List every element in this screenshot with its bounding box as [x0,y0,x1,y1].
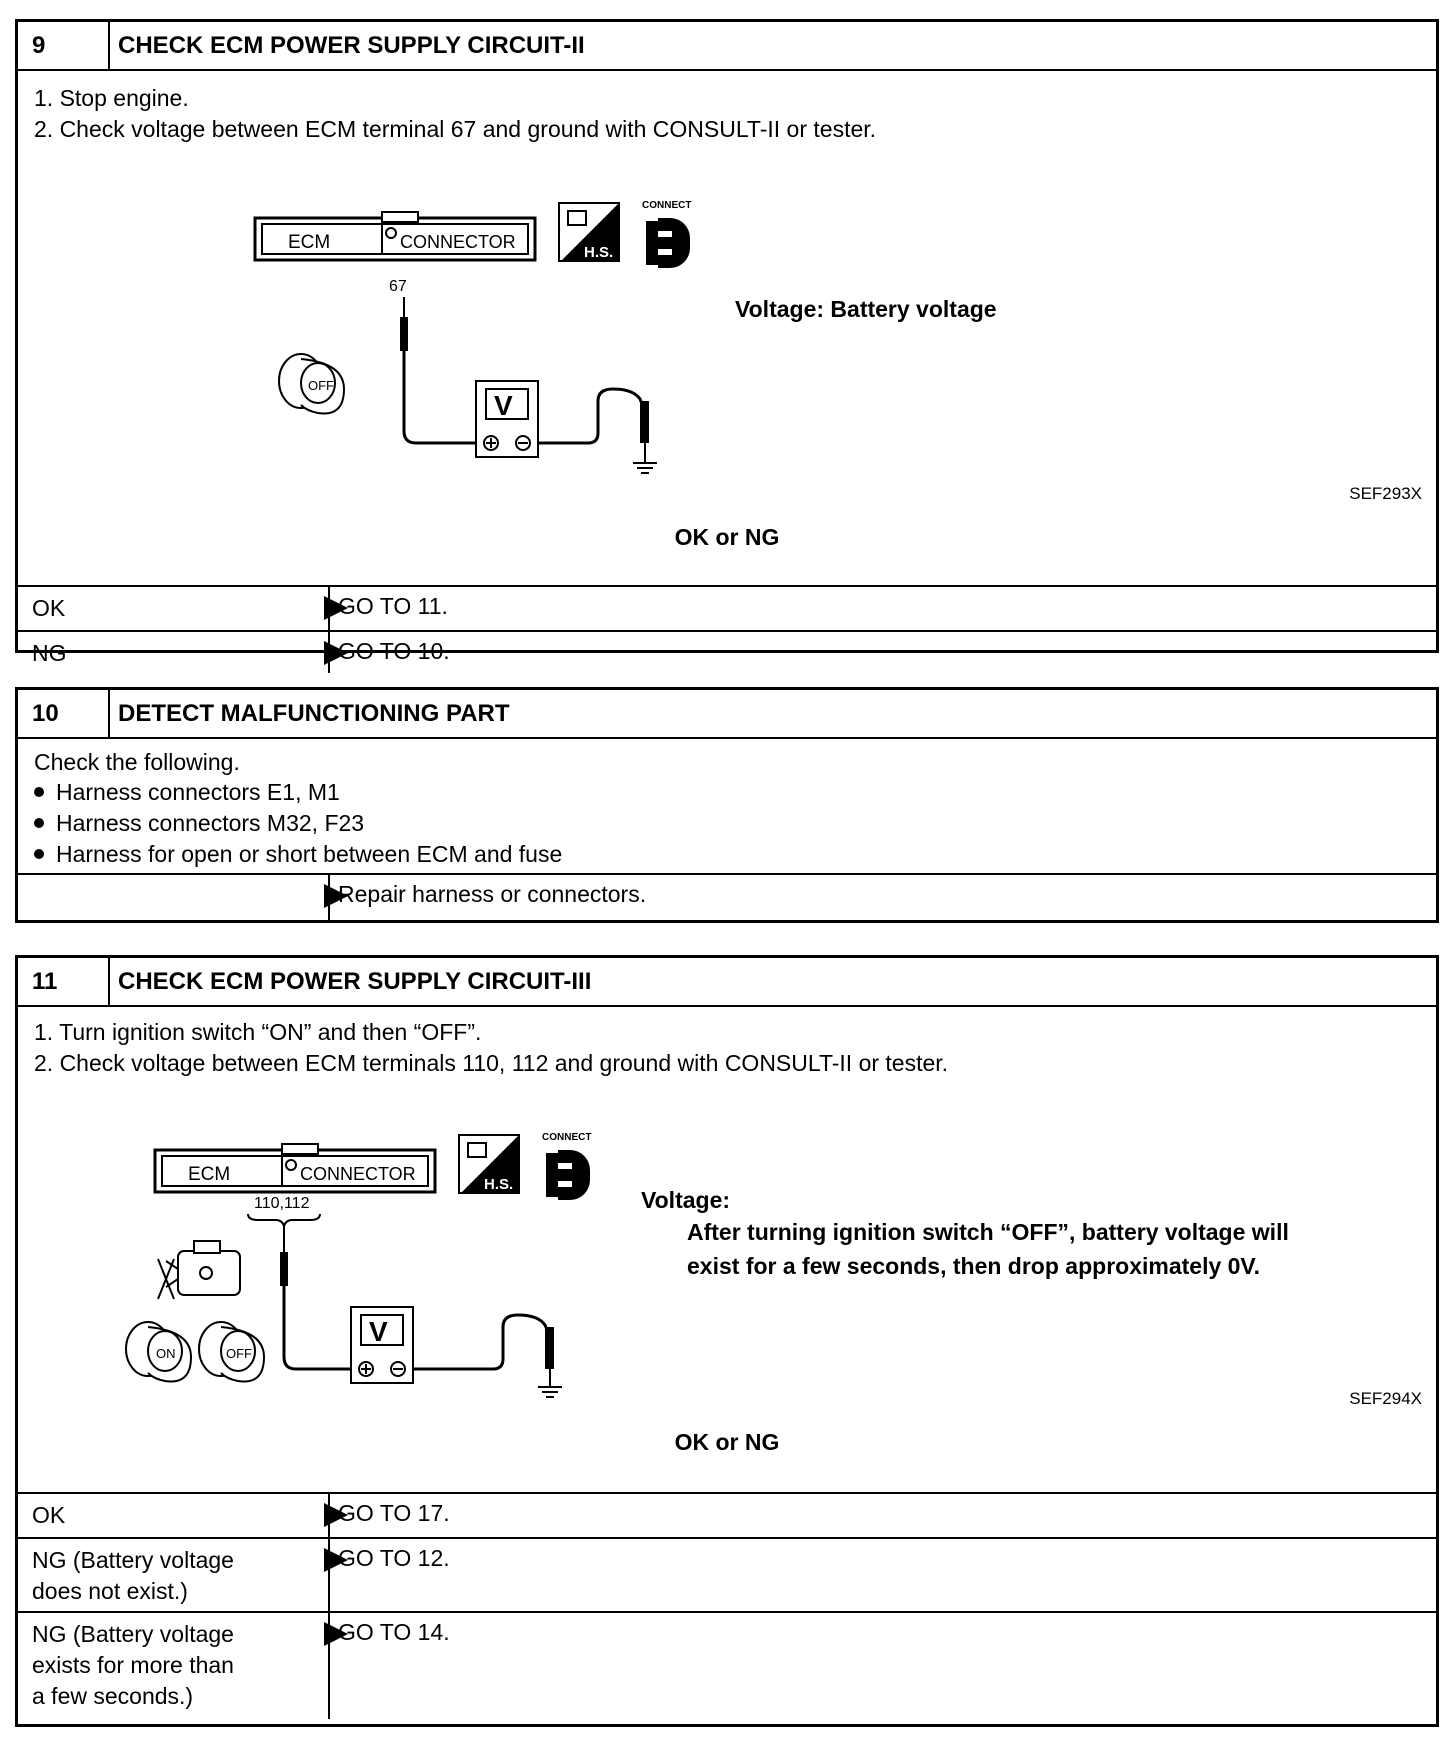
voltmeter-icon [476,381,538,457]
step-number: 10 [18,690,110,737]
figure-id: SEF294X [1349,1389,1422,1408]
voltage-spec-line-2: exist for a few seconds, then drop approximately 0V. [687,1253,1261,1279]
hs-label: H.S. [484,1176,514,1193]
ecm-connector-icon [255,212,535,260]
ignition-key-on-icon [126,1322,191,1382]
step-9-block [15,19,1439,666]
result-row-ng-voltage-persists [18,1611,1436,1719]
connector-label: CONNECTOR [300,1164,416,1184]
arrow-right-icon [324,596,348,620]
result-row-ok [18,1492,1436,1537]
ecm-label: ECM [288,232,331,253]
ecm-connector-icon [155,1144,435,1192]
step-11-header [18,958,1436,1007]
figure-id: SEF293X [1349,484,1422,503]
hs-label: H.S. [584,244,614,261]
step-10-header [18,690,1436,739]
arrow-right-icon [324,884,348,908]
step-title: CHECK ECM POWER SUPPLY CIRCUIT-II [118,32,585,59]
key-off-label: OFF [308,378,334,393]
terminals-label: 110,112 [254,1195,310,1212]
ok-or-ng-label: OK or NG [674,524,780,550]
result-condition: OK [32,595,66,621]
step-11-body [18,1007,1436,1492]
bullet-item: Harness connectors E1, M1 [34,779,340,806]
voltage-check-diagram [18,1007,1436,1492]
result-row-ok [18,585,1436,630]
voltage-heading: Voltage: [641,1187,731,1213]
voltage-spec-line-1: After turning ignition switch “OFF”, battery voltage will [687,1219,1289,1245]
ignition-key-off-icon [279,354,344,414]
result-action: Repair harness or connectors. [328,875,1436,923]
result-condition: NG [32,640,67,666]
step-title: DETECT MALFUNCTIONING PART [118,700,510,727]
result-action: GO TO 10. [328,632,1436,673]
arrow-right-icon [324,641,348,665]
hs-icon [459,1135,519,1193]
step-10-block [15,687,1439,923]
probe [280,1252,288,1286]
voltmeter-icon [351,1307,413,1383]
intro-text: Check the following. [34,749,240,775]
ok-or-ng-label: OK or NG [674,1429,780,1455]
result-action: GO TO 12. [328,1539,1436,1611]
bullet-item: Harness for open or short between ECM and fuse [34,841,562,868]
key-off-label: OFF [226,1346,252,1361]
connect-label: CONNECT [642,200,692,211]
arrow-right-icon [324,1548,348,1572]
instruction-2: 2. Check voltage between ECM terminal 67 and ground with CONSULT-II or tester. [34,116,877,142]
connect-label: CONNECT [542,1132,592,1143]
step-11-block [15,955,1439,1727]
result-row [18,873,1436,923]
result-action: GO TO 11. [328,587,1436,630]
arrow-right-icon [324,1622,348,1646]
hs-icon [559,203,619,261]
result-row-ng [18,630,1436,673]
ground-icon [538,1387,562,1397]
probe [400,317,408,351]
result-condition: NG (Battery voltage does not exist.) [32,1547,234,1604]
terminal-label: 67 [389,278,407,295]
step-number: 11 [18,958,110,1005]
step-title: CHECK ECM POWER SUPPLY CIRCUIT-III [118,968,592,995]
bullet-item: Harness connectors M32, F23 [34,810,364,837]
result-row-ng-no-voltage [18,1537,1436,1611]
meter-label: V [494,390,513,421]
result-condition: NG (Battery voltage exists for more than a few seconds.) [32,1621,234,1709]
step-9-header [18,22,1436,71]
ecm-label: ECM [188,1164,231,1185]
result-condition: OK [32,1502,66,1528]
result-action: GO TO 17. [328,1494,1436,1537]
connector-label: CONNECTOR [400,232,516,252]
key-on-label: ON [156,1346,176,1361]
step-10-body [18,739,1436,873]
arrow-right-icon [324,1503,348,1527]
engine-stop-icon [158,1241,240,1299]
meter-label: V [369,1316,388,1347]
voltage-check-diagram [18,71,1436,585]
instruction-1: 1. Turn ignition switch “ON” and then “OFF”. [34,1019,482,1045]
ignition-key-off-icon [199,1322,264,1382]
step-number: 9 [18,22,110,69]
instruction-2: 2. Check voltage between ECM terminals 110, 112 and ground with CONSULT-II or tester. [34,1050,949,1076]
instruction-1: 1. Stop engine. [34,85,189,111]
ground-icon [633,463,657,473]
connect-icon [642,200,691,268]
voltage-spec: Voltage: Battery voltage [735,296,997,322]
connect-icon [542,1132,591,1200]
step-9-body [18,71,1436,585]
result-action: GO TO 14. [328,1613,1436,1719]
